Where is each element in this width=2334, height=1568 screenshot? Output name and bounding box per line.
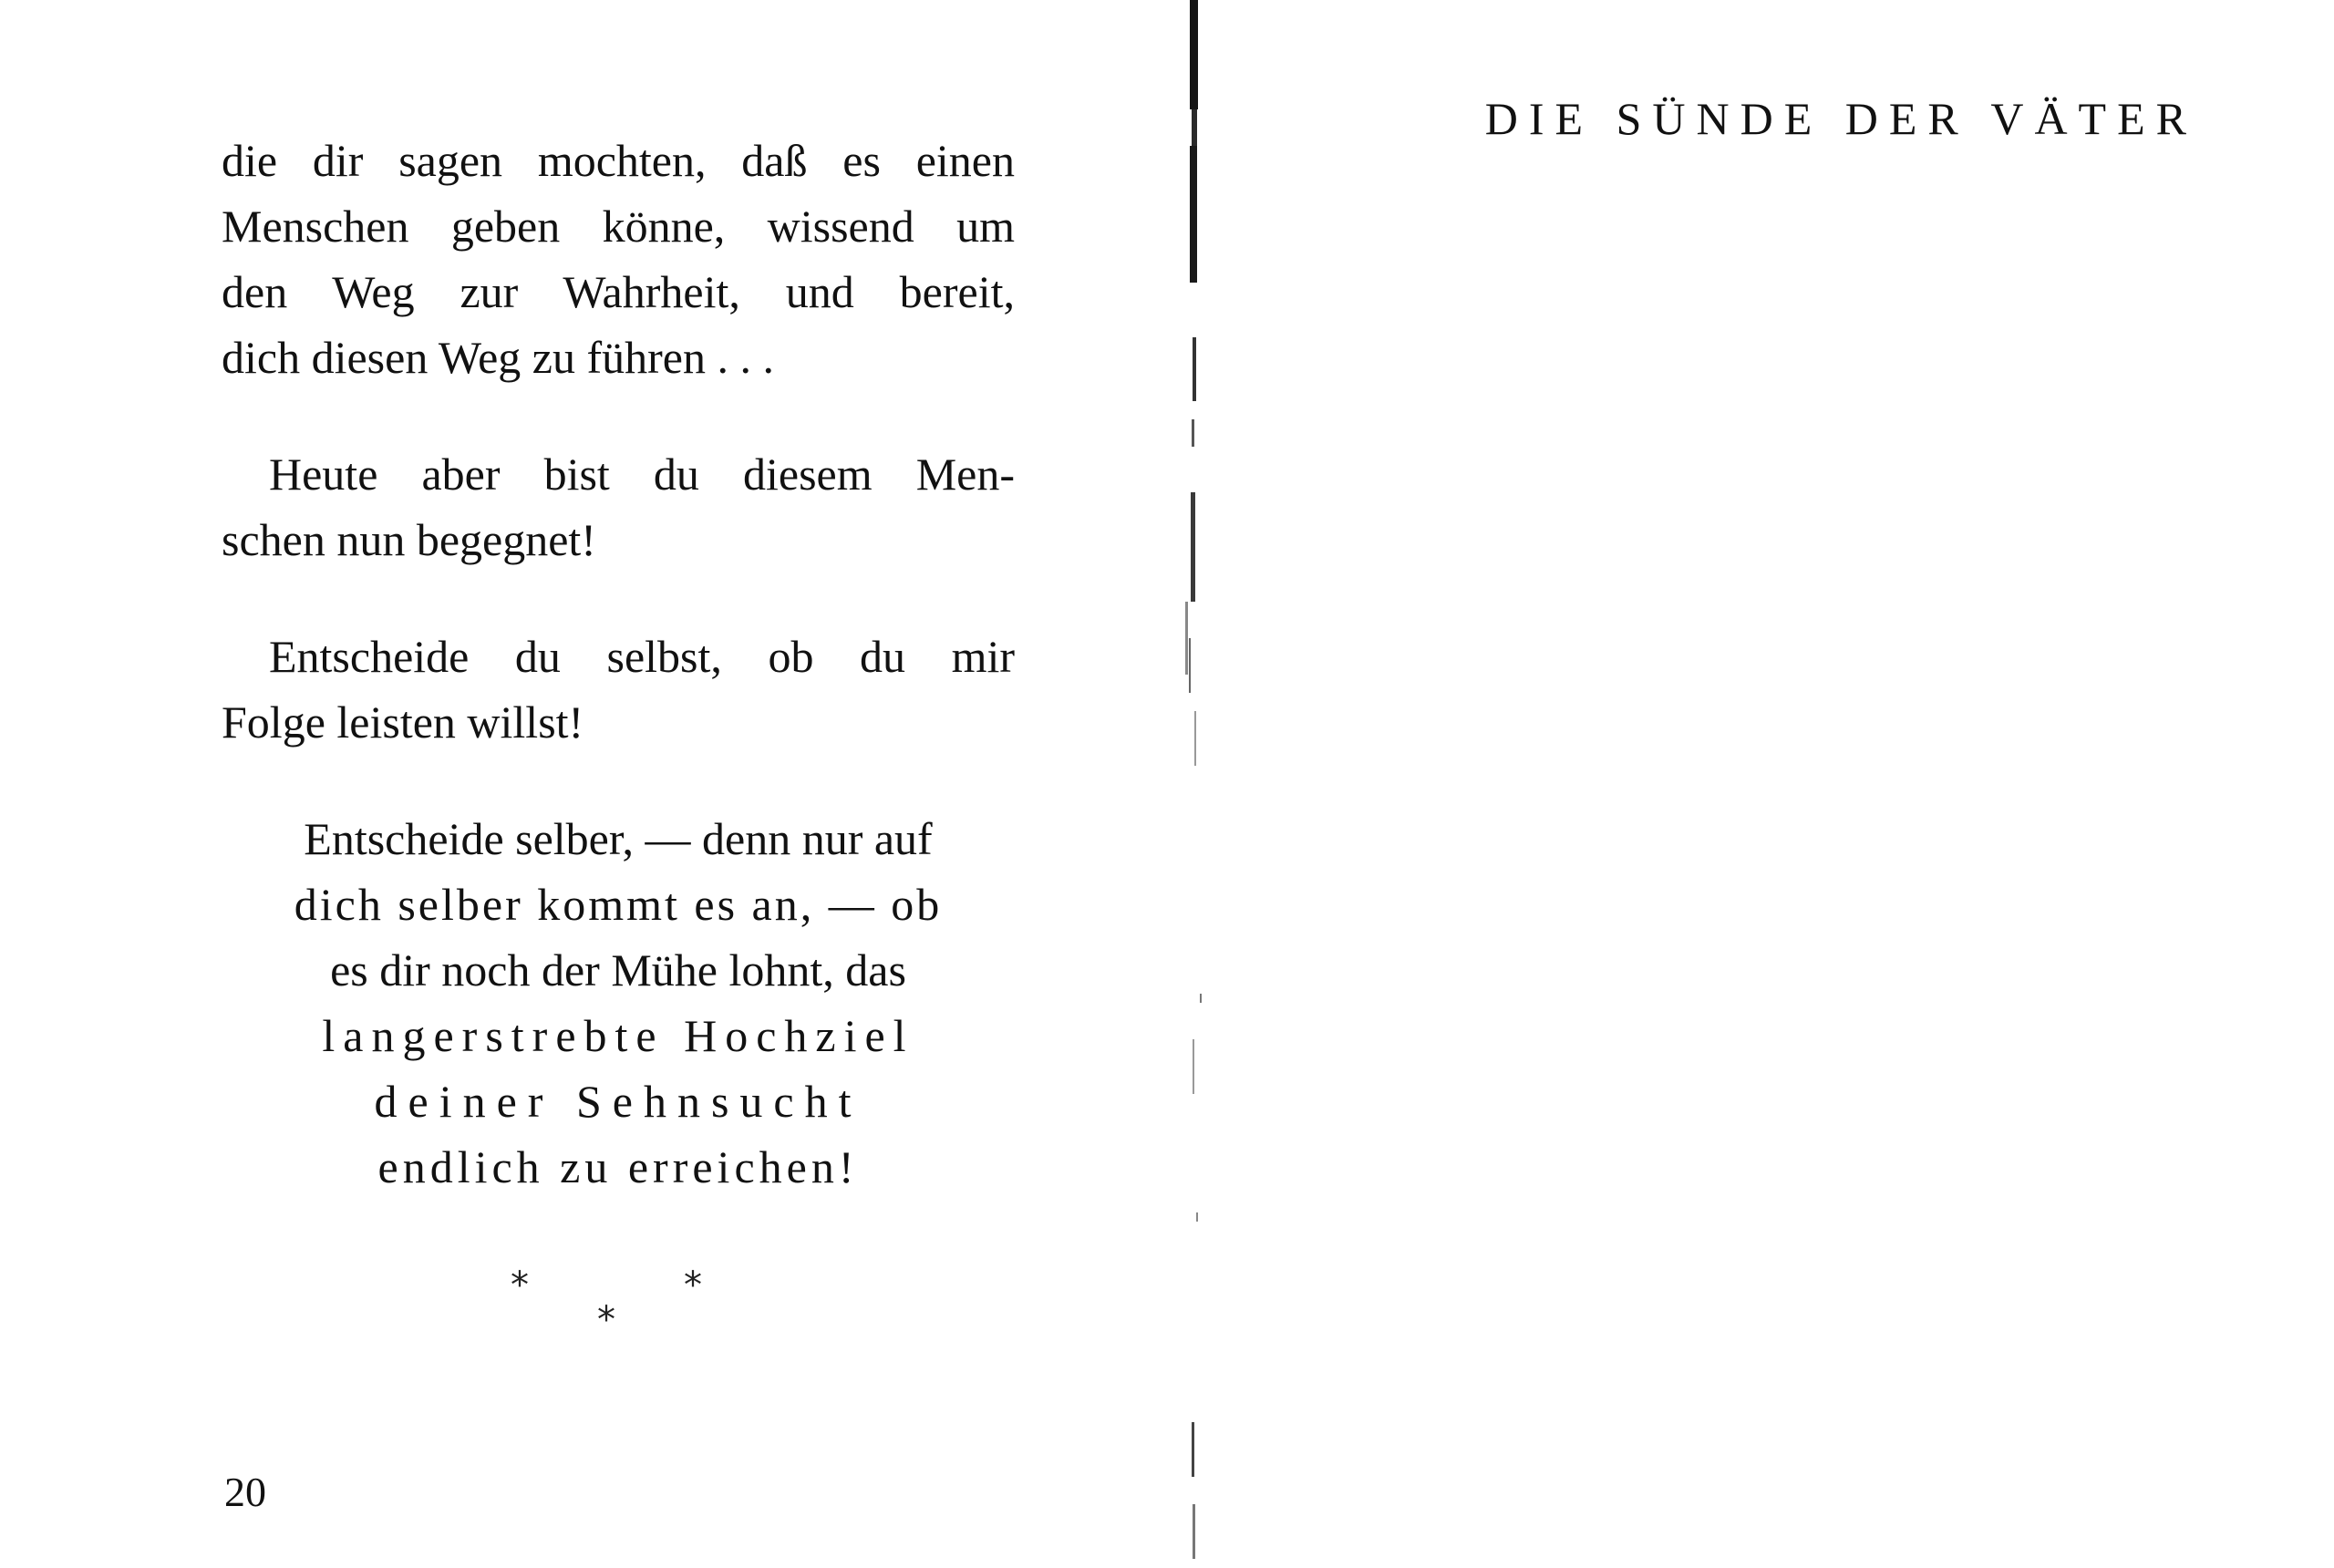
text-line: dich selber kommt es an, — ob (294, 879, 943, 930)
asterisk-icon: * (511, 1264, 529, 1306)
text-line: dich diesen Weg zu führen . . . (222, 332, 774, 383)
text-line: langerstrebte Hochziel (322, 1010, 914, 1061)
text-line: Heute aber bist du diesem Men- (269, 449, 1015, 500)
asterisk-icon: * (684, 1264, 702, 1306)
text-line: den Weg zur Wahrheit, und bereit, (222, 266, 1015, 317)
page-number: 20 (224, 1469, 266, 1515)
text-line: endlich zu erreichen! (377, 1141, 859, 1192)
text-line: Entscheide selber, — denn nur auf (304, 813, 933, 864)
right-page (1176, 0, 2334, 1568)
text-line: Menschen geben könne, wissend um (222, 201, 1015, 252)
text-line: schen nun begegnet! (222, 514, 596, 565)
paragraph-3 (222, 624, 1015, 755)
asterisk-icon: * (597, 1299, 615, 1341)
running-head: DIE SÜNDE DER VÄTER (1484, 93, 2197, 144)
text-line: Folge leisten willst! (222, 696, 584, 748)
text-line: deiner Sehnsucht (374, 1076, 862, 1127)
paragraph-4 (222, 806, 1015, 1200)
asterism-ornament (511, 1264, 729, 1349)
text-line: es dir noch der Mühe lohnt, das (330, 944, 906, 995)
text-line: die dir sagen mochten, daß es einen (222, 135, 1015, 186)
paragraph-1 (222, 128, 1015, 390)
text-line: Entscheide du selbst, ob du mir (269, 631, 1015, 682)
paragraph-2 (222, 441, 1015, 573)
